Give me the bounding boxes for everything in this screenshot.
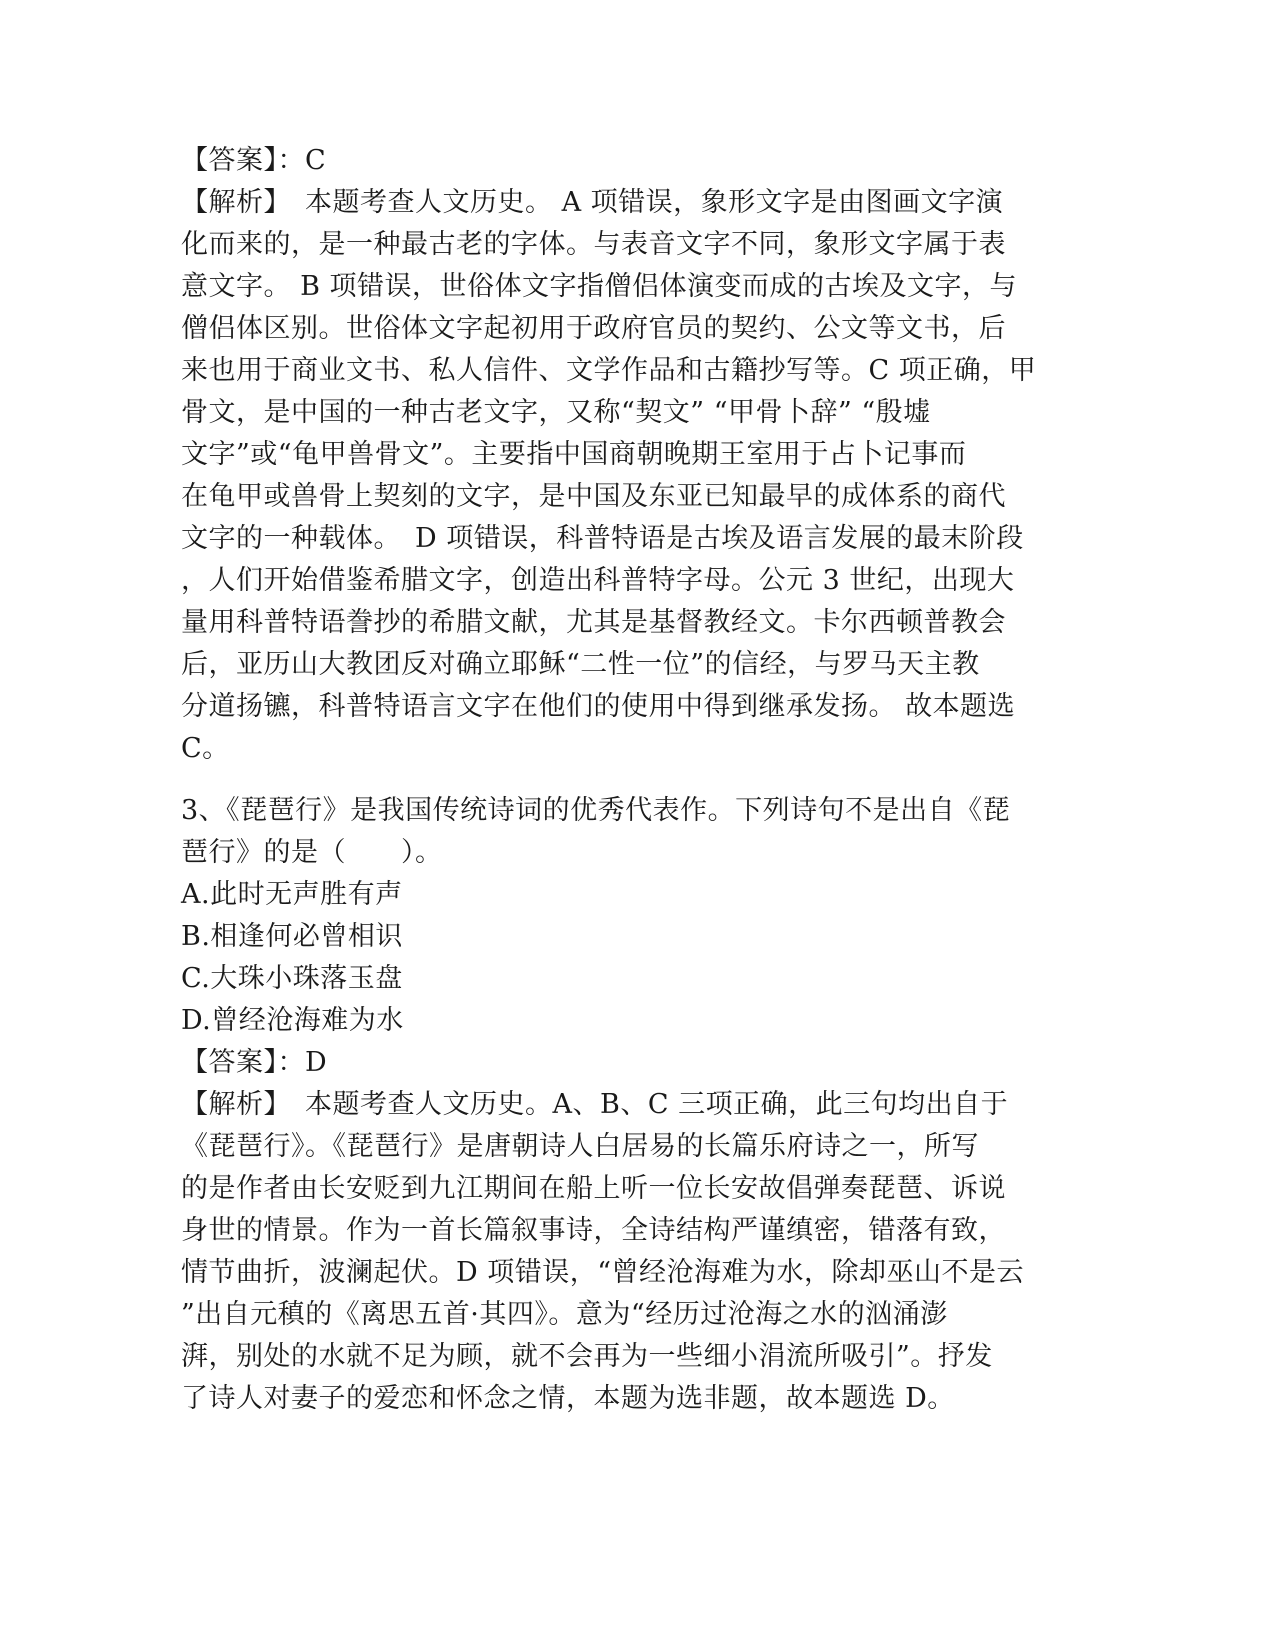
option-d: D.曾经沧海难为水: [181, 1005, 404, 1036]
explanation-line: 了诗人对妻子的爱恋和怀念之情，本题为选非题，故本题选 D。: [181, 1383, 955, 1414]
explanation-line: 情节曲折，波澜起伏。D 项错误，“曾经沧海难为水，除却巫山不是云: [181, 1257, 1025, 1288]
answer-label: 【答案】：C: [181, 145, 327, 176]
explanation-line: ”出自元稹的《离思五首·其四》。意为“经历过沧海之水的汹涌澎: [181, 1299, 948, 1330]
explanation-line: 骨文，是中国的一种古老文字，又称“契文” “甲骨卜辞” “殷墟: [181, 397, 931, 428]
explanation-line: 文字的一种载体。 D 项错误，科普特语是古埃及语言发展的最末阶段: [181, 523, 1024, 554]
document-page: [181, 140, 1037, 1420]
explanation-line: 分道扬镳，科普特语言文字在他们的使用中得到继承发扬。 故本题选: [181, 691, 1016, 722]
question-stem: 3、《琵琶行》是我国传统诗词的优秀代表作。下列诗句不是出自《琵: [181, 795, 1011, 826]
explanation-line: 化而来的，是一种最古老的字体。与表音文字不同，象形文字属于表: [181, 229, 1006, 260]
explanation-line: 量用科普特语誊抄的希腊文献，尤其是基督教经文。卡尔西顿普教会: [181, 607, 1006, 638]
answer-label: 【答案】：D: [181, 1047, 328, 1078]
explanation-line: 后，亚历山大教团反对确立耶稣“二性一位”的信经，与罗马天主教: [181, 649, 980, 680]
explanation-line: 意文字。 B 项错误，世俗体文字指僧侣体演变而成的古埃及文字，与: [181, 271, 1018, 302]
explanation-line: 【解析】 本题考查人文历史。 A 项错误，象形文字是由图画文字演: [181, 187, 1004, 218]
explanation-line: 文字”或“龟甲兽骨文”。主要指中国商朝晚期王室用于占卜记事而: [181, 439, 967, 470]
explanation-line: 僧侣体区别。世俗体文字起初用于政府官员的契约、公文等文书，后: [181, 313, 1006, 344]
explanation-line: 在龟甲或兽骨上契刻的文字，是中国及东亚已知最早的成体系的商代: [181, 481, 1006, 512]
explanation-line: 《琵琶行》。《琵琶行》是唐朝诗人白居易的长篇乐府诗之一，所写: [181, 1131, 979, 1162]
explanation-line: 的是作者由长安贬到九江期间在船上听一位长安故倡弹奏琵琶、诉说: [181, 1173, 1006, 1204]
option-c: C.大珠小珠落玉盘: [181, 963, 403, 994]
explanation-line: C。: [181, 733, 230, 764]
explanation-line: 来也用于商业文书、私人信件、文学作品和古籍抄写等。C 项正确，甲: [181, 355, 1037, 386]
explanation-line: 湃，别处的水就不足为顾，就不会再为一些细小涓流所吸引”。抒发: [181, 1341, 993, 1372]
option-a: A.此时无声胜有声: [181, 879, 403, 910]
explanation-line: ，人们开始借鉴希腊文字，创造出科普特字母。公元 3 世纪，出现大: [181, 565, 1015, 596]
section-gap: [181, 770, 1031, 790]
explanation-line: 身世的情景。作为一首长篇叙事诗，全诗结构严谨缜密，错落有致，: [181, 1215, 1006, 1246]
question-stem: 琶行》的是（ ）。: [181, 837, 443, 868]
explanation-line: 【解析】 本题考查人文历史。A、B、C 三项正确，此三句均出自于: [181, 1089, 1009, 1120]
option-b: B.相逢何必曾相识: [181, 921, 403, 952]
